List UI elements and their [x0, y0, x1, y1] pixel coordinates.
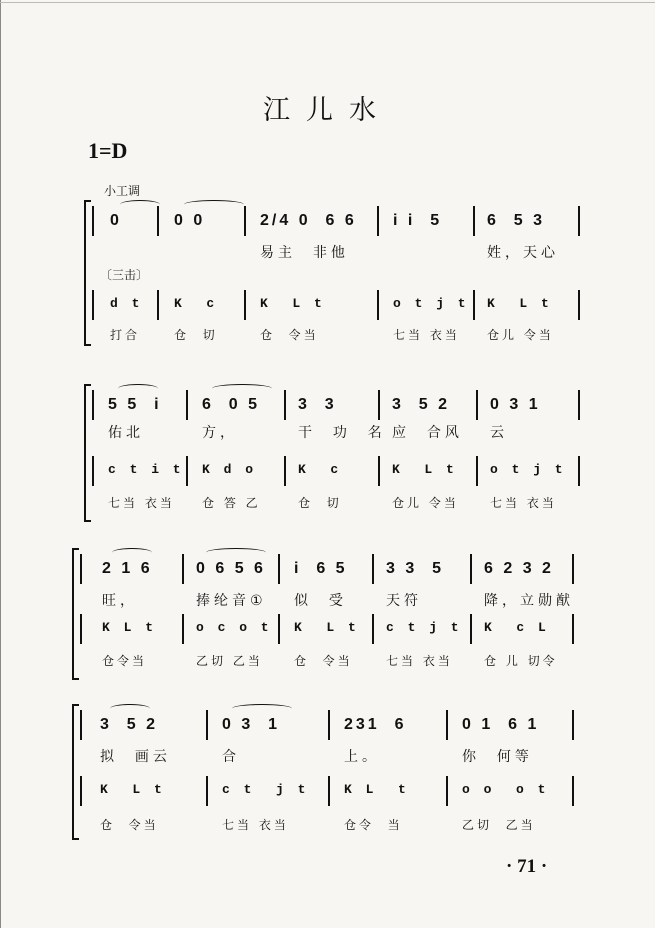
- percussion-syllables: 仓 令当: [260, 328, 319, 342]
- bar-line: [473, 290, 475, 320]
- bar-line: [80, 710, 82, 740]
- bar-line: [572, 776, 574, 806]
- percussion-pattern: K c: [174, 296, 218, 311]
- percussion-syllables: 仓儿 令当: [392, 496, 459, 510]
- bar-line: [92, 290, 94, 320]
- percussion-syllables: 七当 衣当: [490, 496, 557, 510]
- bar-line: [244, 290, 246, 320]
- slur-mark: [206, 548, 266, 557]
- percussion-pattern: K L t: [102, 620, 157, 635]
- system-bracket: [72, 704, 79, 840]
- melody-measure: 0: [110, 212, 122, 229]
- bar-line: [80, 554, 82, 584]
- percussion-pattern: K L t: [344, 782, 409, 797]
- key-signature: 1=D: [88, 138, 128, 163]
- page-top-edge: [0, 2, 655, 3]
- slur-mark: [110, 704, 150, 713]
- bar-line: [284, 390, 286, 420]
- percussion-pattern: K L t: [100, 782, 165, 797]
- bar-line: [244, 206, 246, 236]
- lyric-text: 捧纶音①: [196, 593, 267, 609]
- bar-line: [446, 776, 448, 806]
- bar-line: [157, 290, 159, 320]
- bar-line: [92, 206, 94, 236]
- percussion-syllables: 仓令 当: [344, 818, 403, 832]
- bar-line: [278, 554, 280, 584]
- lyric-text: 拟 画云: [100, 749, 171, 765]
- slur-mark: [232, 704, 292, 713]
- lyric-text: 干 功 名: [298, 425, 386, 441]
- percussion-syllables: 七当 衣当: [108, 496, 175, 510]
- slur-mark: [112, 548, 152, 557]
- bar-line: [578, 206, 580, 236]
- bar-line: [372, 554, 374, 584]
- percussion-pattern: o t j t: [490, 462, 566, 477]
- lyric-text: 上。: [344, 749, 380, 765]
- percussion-syllables: 打合: [110, 328, 141, 342]
- lyric-text: 似 受: [294, 593, 347, 609]
- percussion-pattern: o o o t: [462, 782, 549, 797]
- melody-measure: 6 2 3 2: [484, 560, 554, 577]
- melody-measure: 3 3: [298, 396, 337, 413]
- slur-mark: [120, 200, 160, 209]
- percussion-pattern: K L t: [294, 620, 359, 635]
- percussion-pattern: c t j t: [222, 782, 309, 797]
- melody-measure: i i 5: [393, 212, 443, 229]
- percussion-syllables: 仓儿 令当: [487, 328, 554, 342]
- melody-measure: 3 5 2: [100, 716, 159, 733]
- bar-line: [186, 390, 188, 420]
- bar-line: [206, 776, 208, 806]
- percussion-syllables: 仓 儿 切令: [484, 654, 558, 668]
- bar-line: [470, 554, 472, 584]
- percussion-label: 〔三击〕: [100, 268, 149, 282]
- melody-measure: 6 0 5: [202, 396, 261, 413]
- bar-line: [578, 390, 580, 420]
- melody-measure: i 6 5: [294, 560, 348, 577]
- page-number: · 71 ·: [506, 856, 548, 877]
- melody-measure: 2/4 0 6 6: [260, 212, 357, 229]
- bar-line: [372, 614, 374, 644]
- bar-line: [572, 614, 574, 644]
- percussion-syllables: 七当 衣当: [393, 328, 460, 342]
- song-title: 江儿水: [263, 95, 392, 126]
- bar-line: [578, 456, 580, 486]
- melody-measure: 0 1 6 1: [462, 716, 540, 733]
- percussion-pattern: c t i t: [108, 462, 184, 477]
- percussion-pattern: K L t: [260, 296, 325, 311]
- slur-mark: [212, 384, 272, 393]
- percussion-pattern: K c: [298, 462, 342, 477]
- bar-line: [378, 390, 380, 420]
- bar-line: [328, 710, 330, 740]
- melody-measure: 3 5 2: [392, 396, 451, 413]
- bar-line: [80, 776, 82, 806]
- lyric-text: 你 何等: [462, 749, 533, 765]
- percussion-syllables: 仓 令当: [294, 654, 353, 668]
- system-bracket: [84, 384, 91, 522]
- bar-line: [473, 206, 475, 236]
- lyric-text: 易主 非他: [260, 245, 349, 261]
- percussion-pattern: c t j t: [386, 620, 462, 635]
- melody-measure: 3 3 5: [386, 560, 445, 577]
- lyric-text: 降，立勋猷: [484, 593, 574, 609]
- percussion-syllables: 仓 令当: [100, 818, 159, 832]
- percussion-pattern: K c L: [484, 620, 549, 635]
- melody-measure: 0 6 5 6: [196, 560, 266, 577]
- system-bracket: [84, 200, 91, 346]
- lyric-text: 应 合风: [392, 425, 463, 441]
- bar-line: [377, 290, 379, 320]
- percussion-syllables: 仓 切: [298, 496, 342, 510]
- melody-measure: 0 3 1: [222, 716, 281, 733]
- percussion-pattern: K d o: [202, 462, 257, 477]
- bar-line: [92, 456, 94, 486]
- lyric-text: 佑北: [108, 425, 144, 441]
- bar-line: [92, 390, 94, 420]
- bar-line: [572, 554, 574, 584]
- percussion-syllables: 仓 切: [174, 328, 218, 342]
- percussion-syllables: 乙切 乙当: [196, 654, 263, 668]
- lyric-text: 方，: [202, 425, 238, 441]
- bar-line: [446, 710, 448, 740]
- melody-measure: 0 3 1: [490, 396, 541, 413]
- melody-measure: 6 5 3: [487, 212, 546, 229]
- lyric-text: 云: [490, 425, 508, 441]
- bar-line: [182, 614, 184, 644]
- percussion-syllables: 乙切 乙当: [462, 818, 536, 832]
- bar-line: [470, 614, 472, 644]
- lyric-text: 旺，: [102, 593, 138, 609]
- page-edge: [0, 0, 1, 928]
- bar-line: [578, 290, 580, 320]
- lyric-text: 姓，天心: [487, 245, 559, 261]
- melody-measure: 231 6: [344, 716, 407, 733]
- percussion-syllables: 七当 衣当: [222, 818, 289, 832]
- slur-mark: [118, 384, 158, 393]
- percussion-pattern: d t: [110, 296, 143, 311]
- bar-line: [278, 614, 280, 644]
- percussion-syllables: 仓令当: [102, 654, 148, 668]
- melody-measure: 2 1 6: [102, 560, 153, 577]
- percussion-syllables: 仓 答 乙: [202, 496, 261, 510]
- bar-line: [186, 456, 188, 486]
- bar-line: [476, 456, 478, 486]
- bar-line: [572, 710, 574, 740]
- slur-mark: [184, 200, 244, 209]
- melody-measure: 0 0: [174, 212, 206, 229]
- percussion-pattern: o c o t: [196, 620, 272, 635]
- percussion-syllables: 七当 衣当: [386, 654, 453, 668]
- bar-line: [476, 390, 478, 420]
- bar-line: [206, 710, 208, 740]
- bar-line: [284, 456, 286, 486]
- bar-line: [157, 206, 159, 236]
- mode-label: 小工调: [104, 184, 141, 198]
- percussion-pattern: o t j t: [393, 296, 469, 311]
- melody-measure: 5 5 i: [108, 396, 162, 413]
- lyric-text: 天符: [386, 593, 422, 609]
- bar-line: [377, 206, 379, 236]
- bar-line: [328, 776, 330, 806]
- lyric-text: 合: [222, 749, 240, 765]
- percussion-pattern: K L t: [487, 296, 552, 311]
- system-bracket: [72, 548, 79, 680]
- bar-line: [378, 456, 380, 486]
- bar-line: [182, 554, 184, 584]
- bar-line: [80, 614, 82, 644]
- percussion-pattern: K L t: [392, 462, 457, 477]
